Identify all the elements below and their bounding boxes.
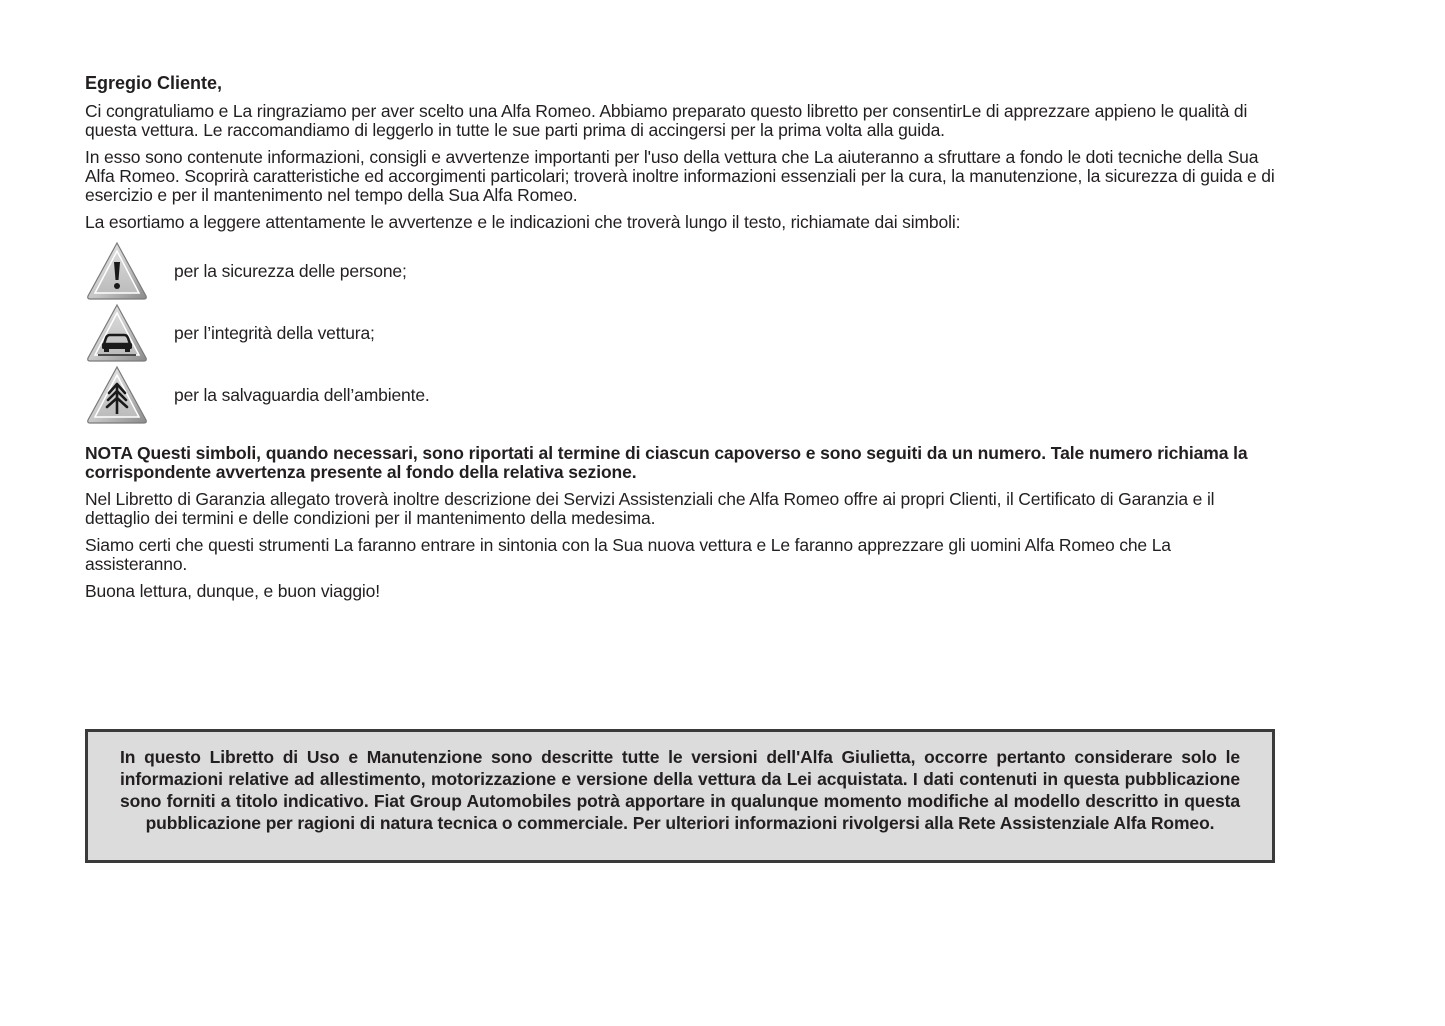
symbol-row-environment [85,364,1275,426]
symbol-label-environment: per la salvaguardia dell’ambiente. [174,385,430,405]
car-warning-icon [85,302,149,364]
symbols-intro-paragraph: La esortiamo a leggere attentamente le avvertenze e le indicazioni che troverà lungo il testo, richiamate dai simboli: [85,212,961,232]
warranty-paragraph: Nel Libretto di Garanzia allegato troverà inoltre descrizione dei Servizi Assistenziali che Alfa Romeo offre ai propri Clienti, il Certificato di Garanzia e il dettaglio dei termini e delle condizioni per il mantenimento della medesima. [85,489,1215,528]
assistance-paragraph: Siamo certi che questi strumenti La faranno entrare in sintonia con la Sua nuova vettura e Le faranno apprezzare gli uomini Alfa Romeo che La assisteranno. [85,535,1171,574]
greeting-heading: Egregio Cliente, [85,73,223,93]
document-page [85,72,1275,609]
symbol-row-vehicle [85,302,1275,364]
symbol-row-safety [85,240,1275,302]
notice-box [85,729,1275,863]
notice-text: In questo Libretto di Uso e Manutenzione sono descritte tutte le versioni dell'Alfa Giulietta, occorre pertanto considerare solo le informazioni relative ad allestimento, motorizzazione e versione della vettura da Lei acquistata. I dati contenuti in questa pubblicazione sono forniti a titolo indicativo. Fiat Group Automobiles potrà apportare in qualunque momento modifiche al modello descritto in questa pubblicazione per ragioni di natura tecnica o commerciale. Per ulteriori informazioni rivolgersi alla Rete Assistenziale Alfa Romeo. [120,747,1240,833]
note-paragraph: NOTA Questi simboli, quando necessari, sono riportati al termine di ciascun capoverso e sono seguiti da un numero. Tale numero richiama la corrispondente avvertenza presente al fondo della relativa sezione. [85,443,1248,482]
symbol-label-safety: per la sicurezza delle persone; [174,261,407,281]
intro-paragraph: Ci congratuliamo e La ringraziamo per aver scelto una Alfa Romeo. Abbiamo preparato questo libretto per consentirLe di apprezzare appieno le qualità di questa vettura. Le raccomandiamo di leggerlo in tutte le sue parti prima di accingersi per la prima volta alla guida. [85,101,1248,140]
farewell-paragraph: Buona lettura, dunque, e buon viaggio! [85,581,380,601]
info-paragraph: In esso sono contenute informazioni, consigli e avvertenze importanti per l'uso della vettura che La aiuteranno a sfruttare a fondo le doti tecniche della Sua Alfa Romeo. Scoprirà caratteristiche ed accorgimenti particolari; troverà inoltre informazioni essenziali per la cura, la manutenzione, la sicurezza di guida e di esercizio e per il mantenimento nel tempo della Sua Alfa Romeo. [85,147,1275,205]
warning-exclamation-icon [85,240,149,302]
symbol-label-vehicle: per l’integrità della vettura; [174,323,375,343]
tree-environment-icon [85,364,149,426]
symbols-list [85,240,1275,426]
